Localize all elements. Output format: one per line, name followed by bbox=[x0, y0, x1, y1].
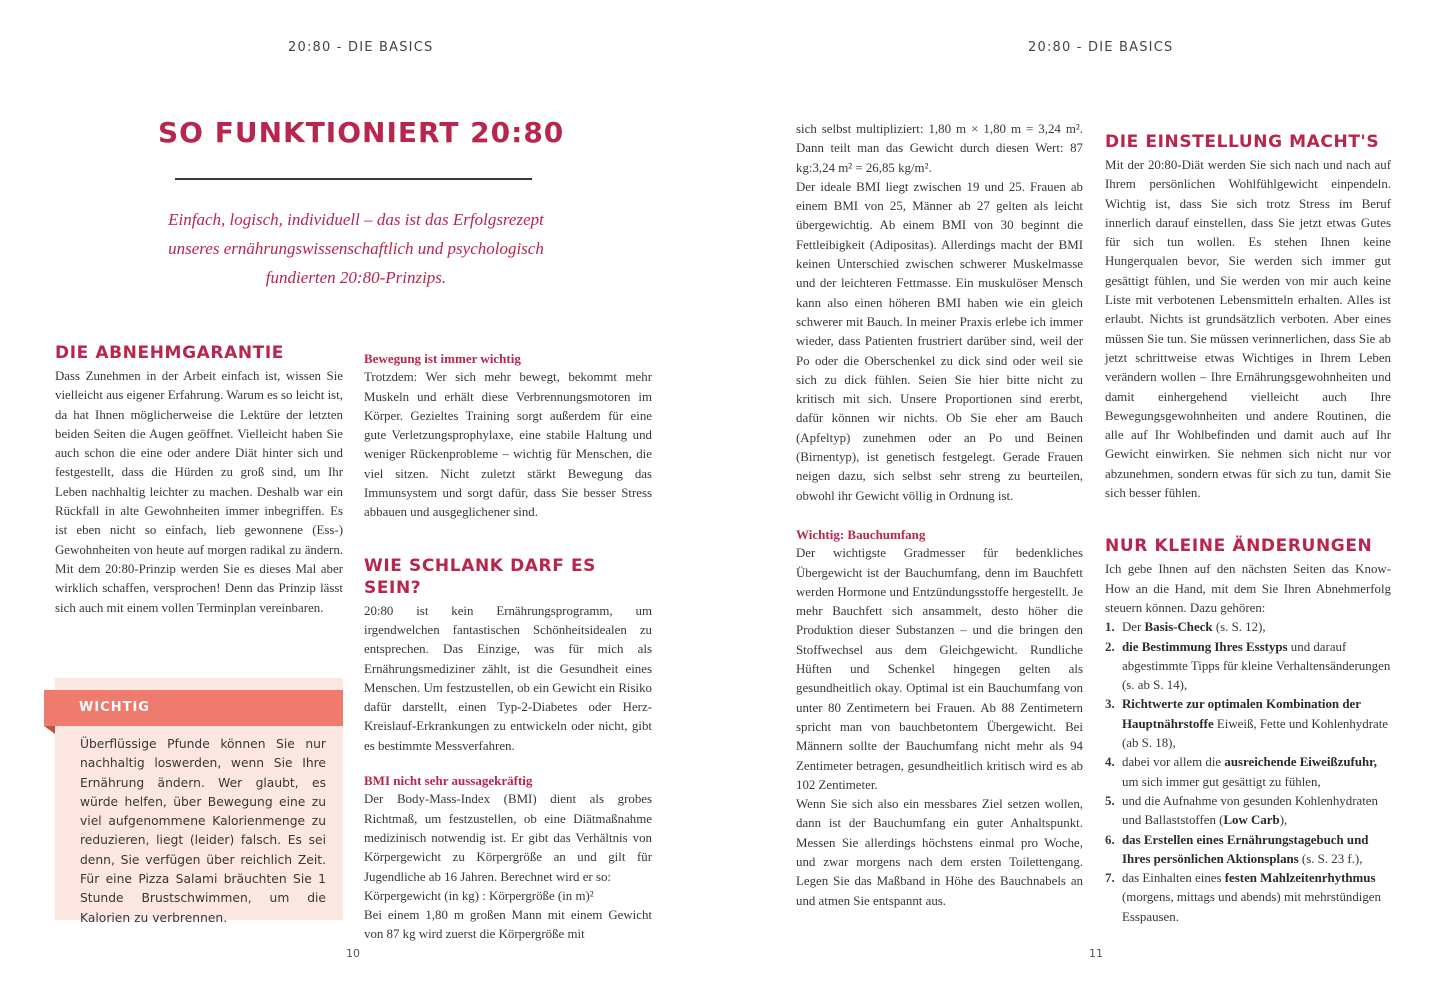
body-text: Der ideale BMI liegt zwischen 19 und 25. Frauen ab einem BMI von 25, Männer ab 27 gelten als leicht übergewichtig. Ab einem BMI von 30 beginnt die Fettleibigkeit (Adipositas). Allerdings macht der BMI keinen Unterschied zwischen schwerer Muskelmasse und der leichteren Fettmasse. Ein muskulöser Mensch kann also einen höheren BMI haben wie ein gleich schwerer mit Bauch. In meiner Praxis erlebe ich immer wieder, dass Patienten frustriert darüber sind, weil der Po oder die Oberschenkel zu dick sind oder weil sie sich zu dick fühlen. Seien Sie hier bitte nicht zu kritisch mit sich. Unsere Proportionen sind ererbt, dafür können wir nichts. Ob Sie eher am Bauch (Apfeltyp) zunehmen oder an Po und Beinen (Birnentyp), ist genetisch festgelegt. Gerade Frauen neigen dazu, sich selbst sehr streng zu beurteilen, obwohl ihr Gewicht völlig in Ordnung ist. bbox=[796, 179, 1083, 503]
info-box-text: Überflüssige Pfunde können Sie nur nachhaltig loswerden, wenn Sie Ihre Ernährung ändern. Wer glaubt, es würde helfen, über Bewegung eine zu viel aufgenommene Kalorienmenge zu reduzieren, liegt (leider) falsch. Es sei denn, Sie verfügen über reichlich Zeit. Für eine Pizza Salami bräuchten Sie 1 Stunde Brustschwimmen, um die Kalorien zu verbrennen. bbox=[80, 737, 326, 925]
body-text: sich selbst multipliziert: 1,80 m × 1,80 m = 3,24 m². Dann teilt man das Gewicht durch diesen Wert: 87 kg:3,24 m² = 26,85 kg/m². bbox=[796, 122, 1083, 175]
running-header-left: 20:80 - DIE BASICS bbox=[288, 40, 434, 55]
subheading-bmi: BMI nicht sehr aussagekräftig bbox=[364, 773, 533, 789]
left-column-1 bbox=[55, 342, 343, 618]
running-header-right: 20:80 - DIE BASICS bbox=[1028, 40, 1174, 55]
section-heading-wie-schlank: WIE SCHLANK DARF ES SEIN? bbox=[364, 555, 597, 598]
page-number-left: 10 bbox=[346, 947, 360, 960]
body-text: Dass Zunehmen in der Arbeit einfach ist, wissen Sie vielleicht aus eigener Erfahrung. Warum es so leicht ist, da hat Ihnen möglicherweise die Lektüre der letzten beiden Seiten die Augen geöffnet. Vielleicht haben Sie auch schon die eine oder andere Diät hinter sich und festgestellt, dass die Hürden zu groß sind, um Ihr Leben nachhaltig leichter zu machen. Deshalb war ein Rückfall in alte Gewohnheiten immer inbegriffen. Es ist eben nicht so einfach, lieb gewonnene (Ess-) Gewohnheiten von heute auf morgen radikal zu ändern. Mit dem 20:80-Prinzip werden Sie es dieses Mal aber wirklich schaffen, versprochen! Denn das Prinzip lässt sich auch mit einem vollen Terminplan vereinbaren. bbox=[55, 369, 343, 615]
body-text: Mit der 20:80-Diät werden Sie sich nach und nach auf Ihrem persönlichen Wohlfühlgewicht einpendeln. Wichtig ist, dass Sie sich trotz Stress im Beruf innerlich darauf einstellen, dass Sie jetzt etwas Gutes für sich tun wollen. Es stehen Ihnen keine Hungerqualen bevor, Sie werden sich immer gut gesättigt fühlen, und Sie werden von mir auch keine Liste mit verbotenen Lebensmitteln erhalten. Alles ist erlaubt. Nichts ist grundsätzlich verboten. Aber eines müssen Sie tun. Sie müssen verinnerlichen, dass Sie ab jetzt schrittweise etwas Wichtiges in Ihrem Leben verändern wollen – Ihre Ernährungsgewohnheiten und damit einhergehend vielleicht auch Ihre Bewegungsgewohnheiten und andere Routinen, die alle auf Ihr Wohlbefinden und damit auch auf Ihr Gewicht einwirken. Sie nehmen sich nicht nur vor abzunehmen, sondern etwas für sich zu tun, damit Sie sich besser fühlen. bbox=[1105, 158, 1391, 501]
left-page bbox=[0, 0, 723, 1000]
body-text: 20:80 ist kein Ernährungsprogramm, um irgendwelchen fantastischen Schönheitsidealen zu entsprechen. Das Einzige, was für mich als Ernährungsmediziner zählt, ist die Gesundheit eines Menschen. Um festzustellen, ob ein Gewicht ein Risiko dafür darstellt, einen Typ-2-Diabetes oder Herz-Kreislauf-Erkrankungen zu entwickeln oder nicht, gibt es bestimmte Messverfahren. bbox=[364, 603, 652, 753]
body-text: Der Body-Mass-Index (BMI) dient als grobes Richtmaß, um festzustellen, ob eine Diätmaßnahme medizinisch notwendig ist. Er gibt das Verhältnis von Körpergewicht zu Körpergröße an und gilt für Jugendliche ab 16 Jahren. Berechnet wird er so: bbox=[364, 792, 652, 884]
page-number-right: 11 bbox=[1089, 947, 1103, 960]
body-text: Trotzdem: Wer sich mehr bewegt, bekommt mehr Muskeln und erhält diese Verbrennungsmotoren im Körper. Gezieltes Training sorgt außerdem für eine gute Verletzungsprophylaxe, eine stabile Haltung und weniger Rückenprobleme – wichtig für Menschen, die viel sitzen. Nicht zuletzt stärkt Bewegung das Immunsystem und sorgt dafür, dass Sie besser Stress abbauen und ausgeglichener sind. bbox=[364, 370, 652, 520]
subheading-bauchumfang: Wichtig: Bauchumfang bbox=[796, 526, 926, 542]
lead-paragraph: Einfach, logisch, individuell – das ist das Erfolgsrezept unseres ernährungswissenschaftlich und psychologisch fundierten 20:80-Prinzips. bbox=[168, 210, 544, 287]
right-column-1 bbox=[796, 120, 1083, 911]
subheading-bewegung: Bewegung ist immer wichtig bbox=[364, 351, 521, 366]
title-divider bbox=[175, 178, 532, 180]
page-title: SO FUNKTIONIERT 20:80 bbox=[158, 116, 565, 149]
list-item: 6. das Erstellen eines Ernährungstagebuch und Ihres persönlichen Aktionsplans (s. S. 23 f.), bbox=[1105, 832, 1369, 866]
right-column-2 bbox=[1105, 131, 1391, 927]
list-item: 5. und die Aufnahme von gesunden Kohlenhydraten und Ballaststoffen (Low Carb), bbox=[1105, 793, 1378, 828]
body-text: Bei einem 1,80 m großen Mann mit einem Gewicht von 87 kg wird zuerst die Körpergröße mit bbox=[364, 908, 652, 942]
left-column-2 bbox=[364, 349, 652, 945]
body-text: Ich gebe Ihnen auf den nächsten Seiten das Know-How an die Hand, mit dem Sie Ihren Abnehmerfolg steuern können. Dazu gehören: bbox=[1105, 562, 1391, 615]
list-item: 4. dabei vor allem die ausreichende Eiweißzufuhr, um sich immer gut gesättigt zu fühlen, bbox=[1105, 755, 1377, 789]
section-heading-einstellung: DIE EINSTELLUNG MACHT'S bbox=[1105, 132, 1380, 152]
info-box-label: WICHTIG bbox=[44, 690, 343, 726]
body-text: Wenn Sie sich also ein messbares Ziel setzen wollen, dann ist der Bauchumfang ein guter Anhaltspunkt. Messen Sie allerdings höchstens einmal pro Woche, und zwar morgens nach dem ersten Toilettengang. Legen Sie das Maßband in Höhe des Bauchnabels an und atmen Sie entspannt aus. bbox=[796, 797, 1083, 908]
list-item: 2. die Bestimmung Ihres Esstyps und darauf abgestimmte Tipps für kleine Verhaltensänderungen (s. ab S. 14), bbox=[1105, 639, 1391, 693]
list-item: 1. Der Basis-Check (s. S. 12), bbox=[1105, 620, 1266, 635]
body-text: Der wichtigste Gradmesser für bedenkliches Übergewicht ist der Bauchumfang, denn im Bauchfett werden Hormone und Entzündungsstoffe hergestellt. Je mehr Bauchfett sich ansammelt, desto höher die Produktion dieser Substanzen – und die bringen den Stoffwechsel aus dem Gleichgewicht. Rundliche Hüften und Schenkel hingegen gelten als gesundheitlich okay. Optimal ist ein Bauchumfang von unter 80 Zentimetern bei Frauen. Ab 88 Zentimetern spricht man von bauchbetontem Übergewicht. Bei Männern sollte der Bauchumfang nicht mehr als 94 Zentimeter betragen, gesundheitlich kritisch wird es ab 102 Zentimeter. bbox=[796, 546, 1083, 792]
section-heading-abnehmgarantie: DIE ABNEHMGARANTIE bbox=[55, 343, 284, 363]
list-item: 3. Richtwerte zur optimalen Kombination der Hauptnährstoffe Eiweiß, Fette und Kohlenhydrate (ab S. 18), bbox=[1105, 697, 1389, 751]
numbered-list bbox=[1105, 618, 1391, 927]
section-heading-kleine-aenderungen: NUR KLEINE ÄNDERUNGEN bbox=[1105, 536, 1373, 557]
list-item: 7. das Einhalten eines festen Mahlzeitenrhythmus (morgens, mittags und abends) mit mehrstündigen Esspausen. bbox=[1105, 871, 1381, 924]
bmi-formula: Körpergewicht (in kg) : Körpergröße (in m)² bbox=[364, 888, 594, 903]
right-page bbox=[724, 0, 1447, 1000]
info-box-fold bbox=[44, 726, 55, 734]
